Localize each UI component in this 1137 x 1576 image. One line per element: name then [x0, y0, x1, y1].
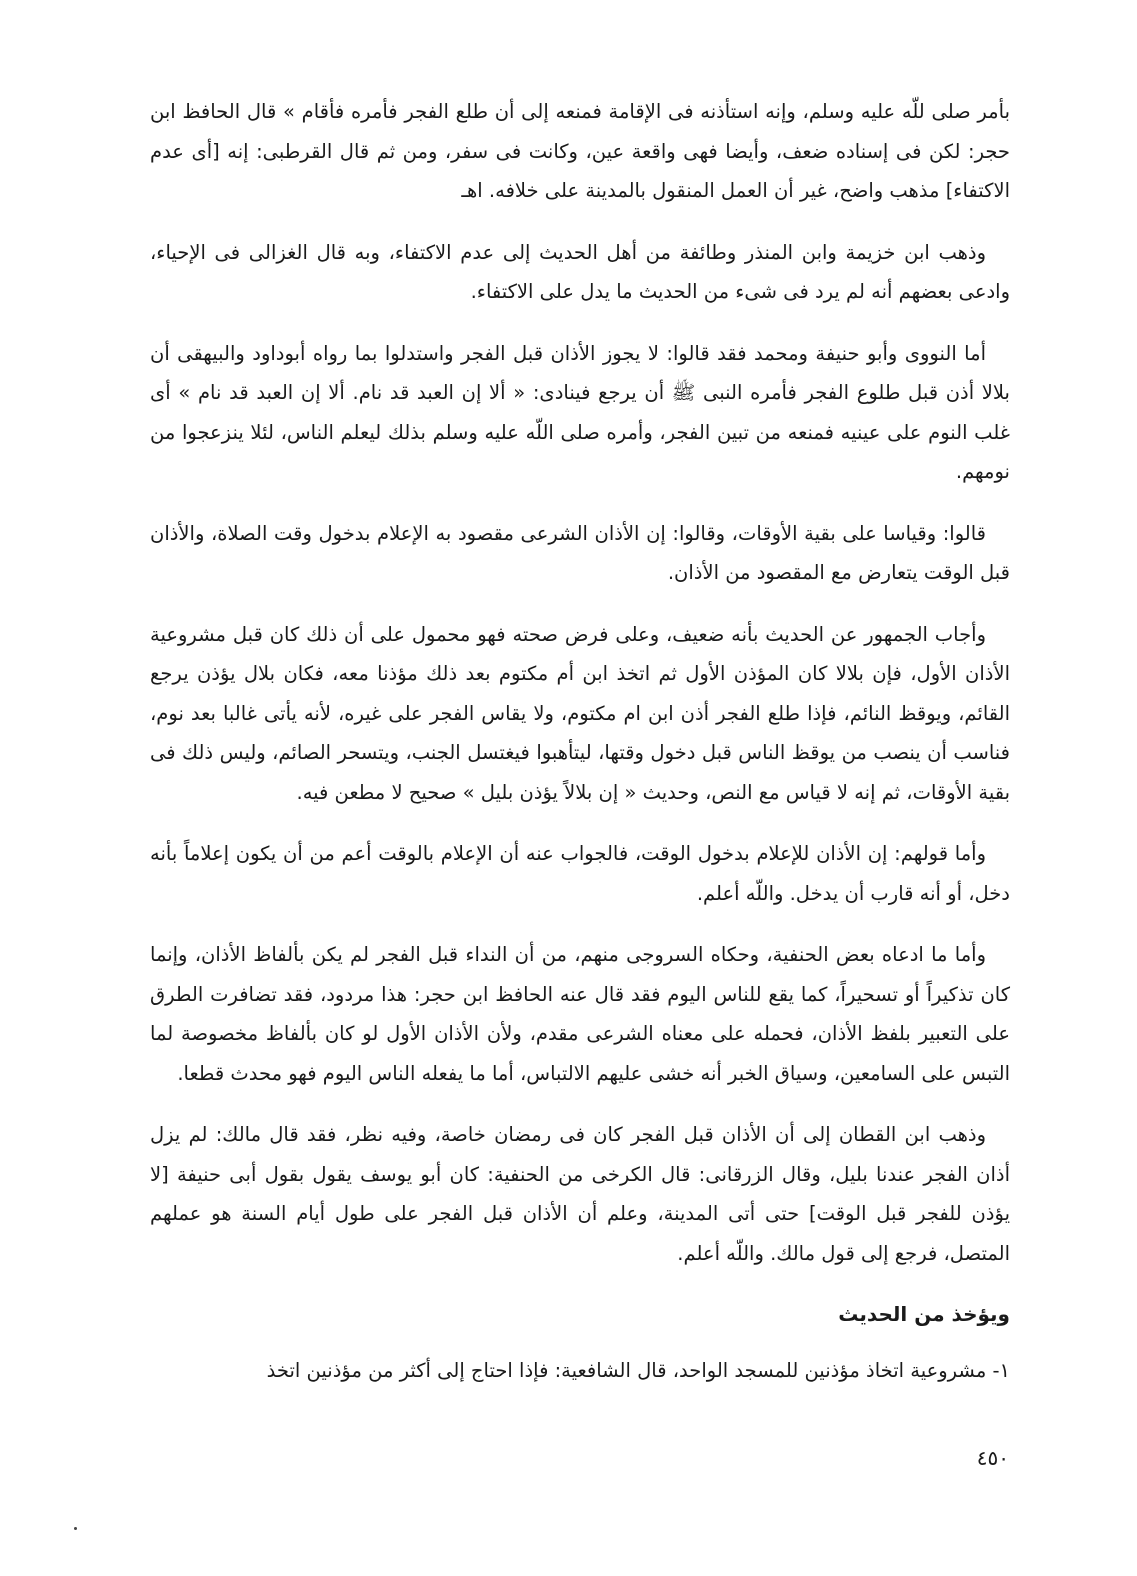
- section-heading: ويؤخذ من الحديث: [838, 1302, 1010, 1326]
- paragraph-2: وذهب ابن خزيمة وابن المنذر وطائفة من أهل الحديث إلى عدم الاكتفاء، وبه قال الغزالى فى الإحياء، وادعى بعضهم أنه لم يرد فى شىء من الحديث ما يدل على الاكتفاء.: [150, 240, 1010, 303]
- list-item: ١- مشروعية اتخاذ مؤذنين للمسجد الواحد، قال الشافعية: فإذا احتاج إلى أكثر من مؤذنين اتخذ: [266, 1359, 1010, 1382]
- scan-speck: [74, 1527, 77, 1530]
- page-number: ٤٥٠: [976, 1446, 1009, 1470]
- paragraph-5: وأجاب الجمهور عن الحديث بأنه ضعيف، وعلى فرض صحته فهو محمول على أن ذلك كان قبل مشروعية الأذان الأول، فإن بلالا كان المؤذن الأول ثم اتخذ ابن أم مكتوم بعد ذلك مؤذنا معه، فكان بلال يؤذن يرجع القائم، ويوقظ النائم، فإذا طلع الفجر أذن ابن ام مكتوم، ولا يقاس الفجر على غيره، لأنه يأتى غالبا بعد نوم، فناسب أن ينصب من يوقظ الناس قبل دخول وقتها، ليتأهبوا فيغتسل الجنب، ويتسحر الصائم، وليس ذلك فى بقية الأوقات، ثم إنه لا قياس مع النص، وحديث « إن بلالاً يؤذن بليل » صحيح لا مطعن فيه.: [150, 622, 1010, 804]
- page-body: [150, 92, 1010, 1413]
- paragraph-4: قالوا: وقياسا على بقية الأوقات، وقالوا: إن الأذان الشرعى مقصود به الإعلام بدخول وقت الصلاة، والأذان قبل الوقت يتعارض مع المقصود من الأذان.: [150, 521, 1010, 584]
- paragraph-3: أما النووى وأبو حنيفة ومحمد فقد قالوا: لا يجوز الأذان قبل الفجر واستدلوا بما رواه أبوداود والبيهقى أن بلالا أذن قبل طلوع الفجر فأمره النبى ﷺ أن يرجع فينادى: « ألا إن العبد قد نام. ألا إن العبد قد نام » أى غلب النوم على عينيه فمنعه من تبين الفجر، وأمره صلى اللّه عليه وسلم بذلك ليعلم الناس، لئلا ينزعجوا من نومهم.: [150, 341, 1010, 483]
- paragraph-6: وأما قولهم: إن الأذان للإعلام بدخول الوقت، فالجواب عنه أن الإعلام بالوقت أعم من أن يكون إعلاماً بأنه دخل، أو أنه قارب أن يدخل. واللّه أعلم.: [150, 842, 1010, 905]
- paragraph-7: وأما ما ادعاه بعض الحنفية، وحكاه السروجى منهم، من أن النداء قبل الفجر لم يكن بألفاظ الأذان، وإنما كان تذكيراً أو تسحيراً، كما يقع للناس اليوم فقد قال عنه الحافظ ابن حجر: هذا مردود، فقد تضافرت الطرق على التعبير بلفظ الأذان، فحمله على معناه الشرعى مقدم، ولأن الأذان الأول لو كان بألفاظ مخصوصة لما التبس على السامعين، وسياق الخبر أنه خشى عليهم الالتباس، أما ما يفعله الناس اليوم فهو محدث قطعا.: [150, 943, 1010, 1085]
- paragraph-8: وذهب ابن القطان إلى أن الأذان قبل الفجر كان فى رمضان خاصة، وفيه نظر، فقد قال مالك: لم يزل أذان الفجر عندنا بليل، وقال الزرقانى: قال الكرخى من الحنفية: كان أبو يوسف يقول بقول أبى حنيفة [لا يؤذن للفجر قبل الوقت] حتى أتى المدينة، وعلم أن الأذان قبل الفجر على طول أيام السنة هو عملهم المتصل، فرجع إلى قول مالك. واللّه أعلم.: [150, 1123, 1010, 1265]
- paragraph-1: بأمر صلى للّه عليه وسلم، وإنه استأذنه فى الإقامة فمنعه إلى أن طلع الفجر فأمره فأقام » قال الحافظ ابن حجر: لكن فى إسناده ضعف، وأيضا فهى واقعة عين، وكانت فى سفر، ومن ثم قال القرطبى: إنه [أى عدم الاكتفاء] مذهب واضح، غير أن العمل المنقول بالمدينة على خلافه. اهـ: [150, 100, 1010, 202]
